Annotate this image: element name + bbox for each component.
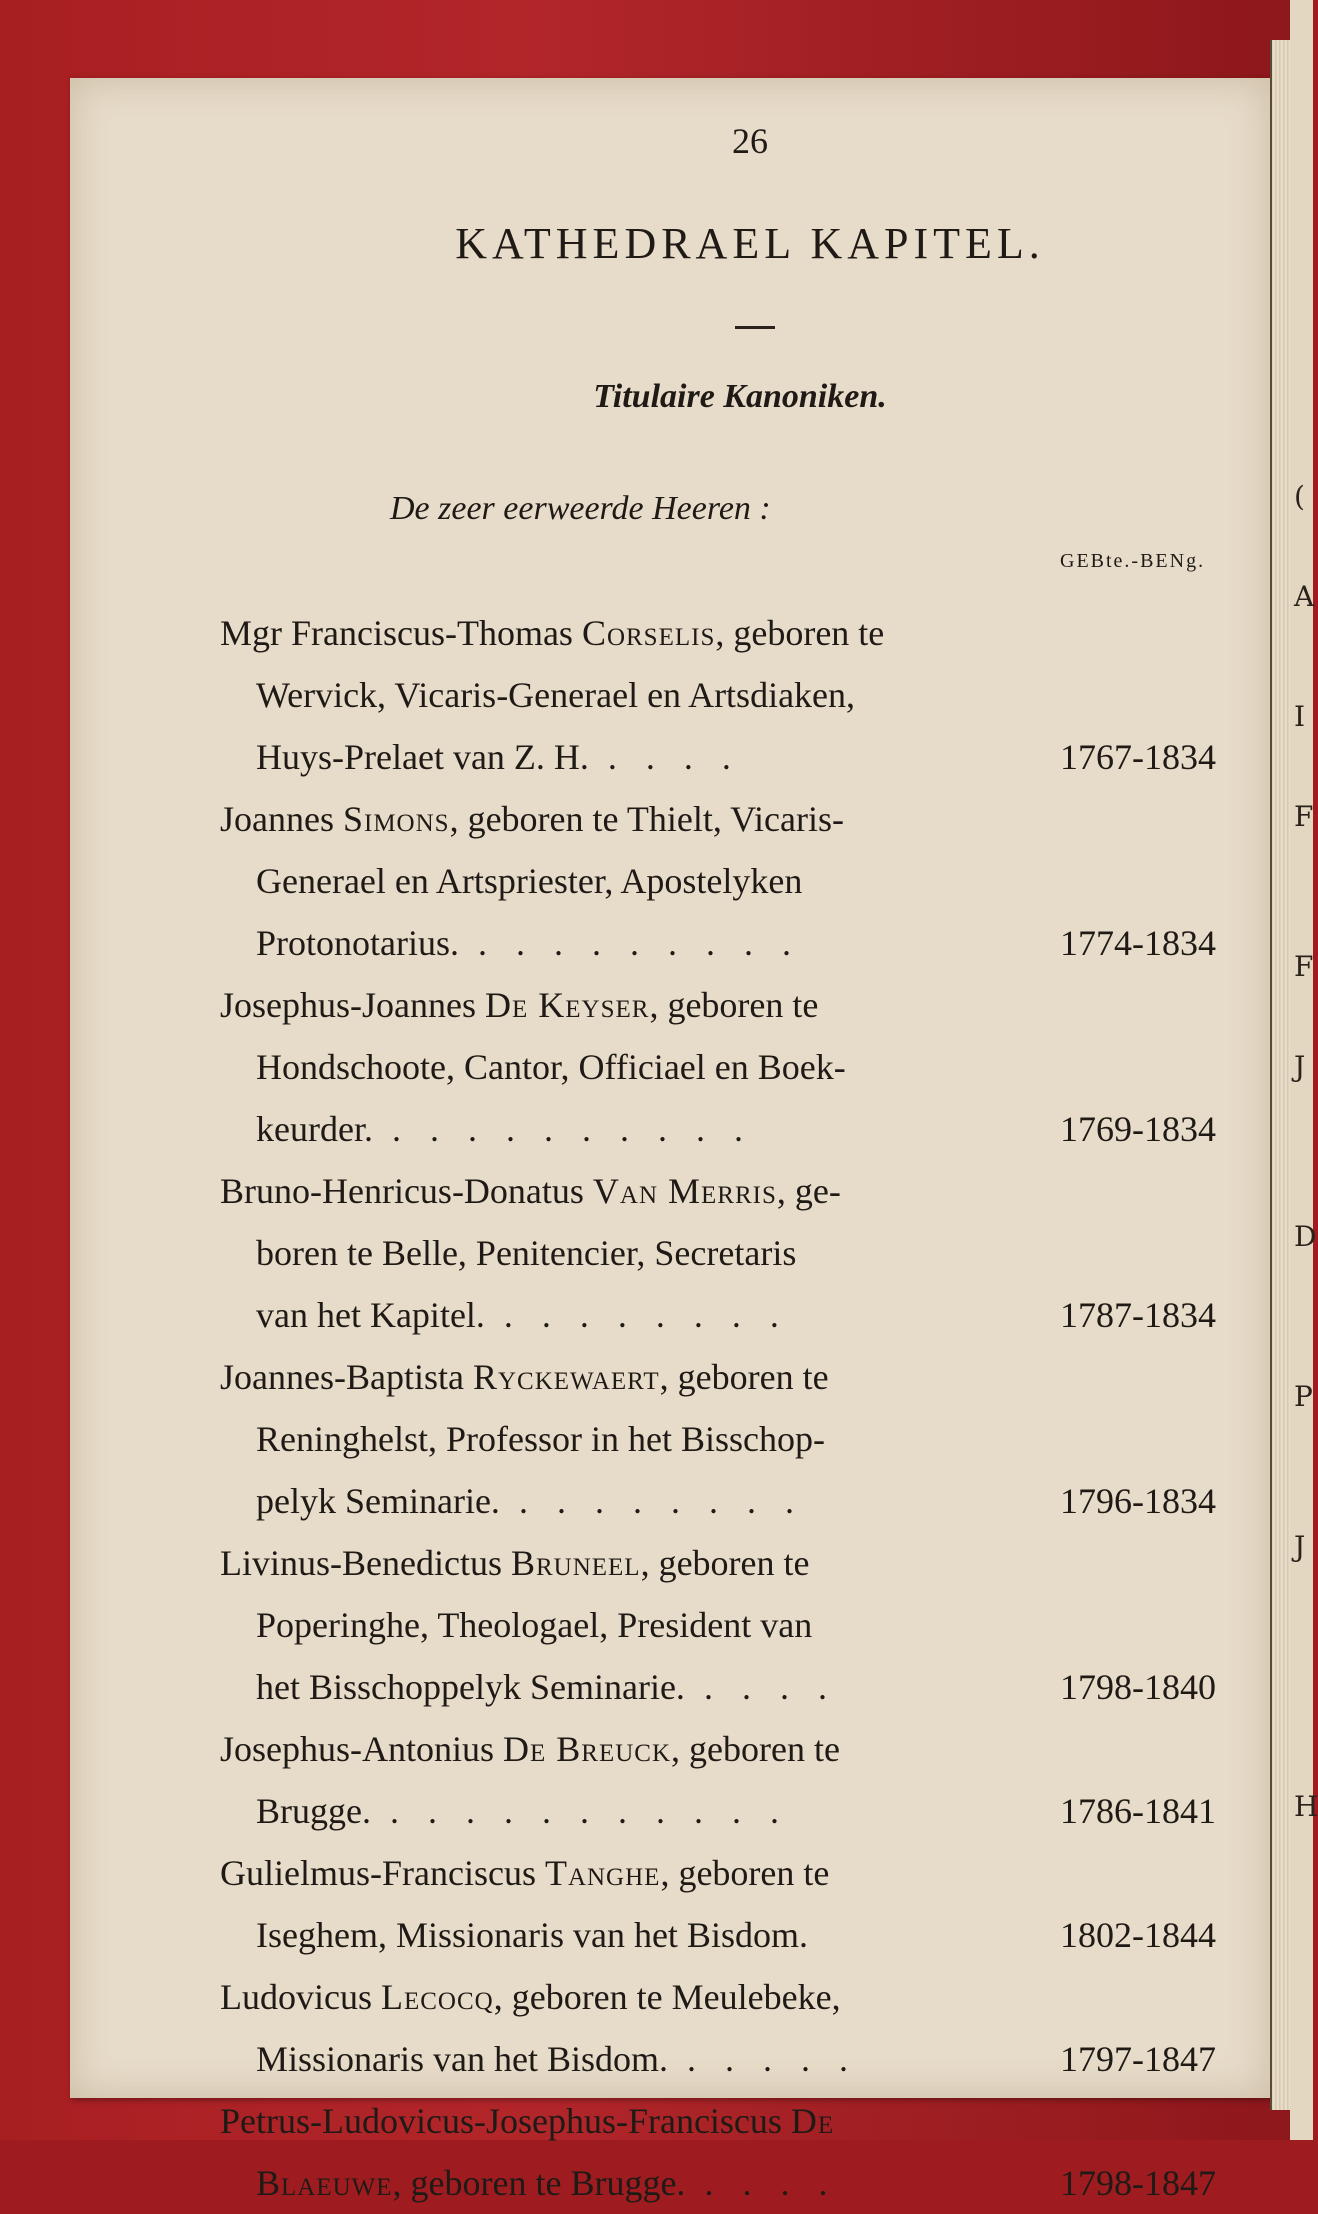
page-number: 26 bbox=[732, 121, 768, 161]
entry-text: Generael en Artspriester, Apostelyken bbox=[256, 861, 803, 901]
entry-years: 1802-1844 bbox=[1060, 1915, 1216, 1955]
entry-rest: , geboren te Brugge. bbox=[392, 2163, 686, 2203]
entry-rest: , geboren te Meulebeke, bbox=[493, 1977, 841, 2017]
entry-surname: Bruneel bbox=[510, 1543, 641, 1583]
entry-text: pelyk Seminarie. bbox=[256, 1481, 500, 1521]
entry-surname: De bbox=[790, 2101, 835, 2141]
leader-dots: . . . . bbox=[685, 2163, 838, 2203]
entry-name-line bbox=[220, 2090, 834, 2152]
entry-given-names: Bruno-Henricus-Donatus bbox=[220, 1171, 593, 1211]
entry-name-line bbox=[220, 1532, 810, 1594]
entry-given-names: Gulielmus-Franciscus bbox=[220, 1853, 545, 1893]
entry-text: keurder. bbox=[256, 1109, 373, 1149]
leader-dots: . . . . . . . . bbox=[499, 1481, 804, 1521]
entry-detail-line bbox=[256, 1904, 808, 1966]
entry-name-line bbox=[220, 602, 884, 664]
entry-years: 1796-1834 bbox=[1060, 1481, 1216, 1521]
entry-given-names: Joannes-Baptista bbox=[220, 1357, 473, 1397]
facing-page-letter: J bbox=[1294, 1530, 1306, 1563]
facing-page-letter: F bbox=[1294, 800, 1314, 833]
page-edges bbox=[1270, 40, 1292, 2110]
section-subtitle: Titulaire Kanoniken. bbox=[593, 378, 887, 415]
entry-given-names: Livinus-Benedictus bbox=[220, 1543, 511, 1583]
entry-detail-line bbox=[256, 726, 741, 788]
entry-detail-line bbox=[256, 850, 802, 912]
entry-text: Poperinghe, Theologael, President van bbox=[256, 1605, 813, 1645]
facing-page-letter: P bbox=[1294, 1380, 1313, 1413]
entry-given-names: Josephus-Antonius bbox=[220, 1729, 504, 1769]
divider-rule bbox=[735, 326, 775, 329]
entry-detail-line bbox=[256, 1036, 846, 1098]
entry-surname: De Keyser bbox=[484, 985, 650, 1025]
leader-dots: . . . . . . . . . . . bbox=[370, 1791, 789, 1831]
entry-given-names: Josephus-Joannes bbox=[220, 985, 485, 1025]
leader-dots: . . . . . bbox=[668, 2039, 858, 2079]
facing-page-letter: F bbox=[1294, 950, 1314, 983]
entry-detail-line bbox=[256, 1780, 789, 1842]
entry-text: het Bisschoppelyk Seminarie. bbox=[256, 1667, 685, 1707]
entry-years: 1769-1834 bbox=[1060, 1109, 1216, 1149]
facing-page-letter: ( bbox=[1294, 480, 1305, 513]
entry-rest: , ge- bbox=[776, 1171, 841, 1211]
entry-surname: Van Merris bbox=[592, 1171, 777, 1211]
entry-name-line bbox=[220, 1160, 841, 1222]
entry-years: 1798-1847 bbox=[1060, 2163, 1216, 2203]
entry-given-names: Joannes bbox=[220, 799, 343, 839]
entry-detail-line bbox=[256, 664, 855, 726]
entry-name-line bbox=[220, 788, 844, 850]
entry-text: Huys-Prelaet van Z. H. bbox=[256, 737, 589, 777]
entry-surname: Simons bbox=[342, 799, 450, 839]
entry-rest: , geboren te bbox=[640, 1543, 810, 1583]
entry-text: Hondschoote, Cantor, Officiael en Boek- bbox=[256, 1047, 846, 1087]
leader-dots: . . . . bbox=[588, 737, 741, 777]
facing-page-letter: I bbox=[1294, 700, 1306, 733]
entry-rest: , geboren te bbox=[660, 1853, 830, 1893]
column-header: GEBte.-BENg. bbox=[1060, 550, 1206, 572]
entry-text: Missionaris van het Bisdom. bbox=[256, 2039, 668, 2079]
leader-dots: . . . . . . . . bbox=[484, 1295, 789, 1335]
facing-page-letter: H bbox=[1294, 1790, 1318, 1823]
entry-years: 1786-1841 bbox=[1060, 1791, 1216, 1831]
leader-dots: . . . . . . . . . . bbox=[372, 1109, 753, 1149]
entry-text: van het Kapitel. bbox=[256, 1295, 485, 1335]
entry-surname: De Breuck bbox=[503, 1729, 672, 1769]
intro-line: De zeer eerweerde Heeren : bbox=[390, 490, 771, 527]
facing-page-letter: J bbox=[1294, 1050, 1306, 1083]
entry-name-line bbox=[220, 1842, 829, 1904]
entry-detail-line bbox=[256, 1656, 837, 1718]
entry-detail-line bbox=[256, 2028, 858, 2090]
entry-rest: , geboren te Thielt, Vicaris- bbox=[449, 799, 844, 839]
entry-text: Protonotarius. bbox=[256, 923, 459, 963]
entry-surname: Corselis bbox=[581, 613, 716, 653]
entry-detail-line bbox=[256, 1408, 825, 1470]
entry-rest: , geboren te bbox=[649, 985, 819, 1025]
entry-years: 1774-1834 bbox=[1060, 923, 1216, 963]
entry-rest: , geboren te bbox=[671, 1729, 840, 1769]
entry-detail-line bbox=[256, 912, 801, 974]
entry-rest: , geboren te bbox=[715, 613, 885, 653]
entry-name-line bbox=[220, 1966, 841, 2028]
leader-dots: . . . . . . . . . bbox=[459, 923, 801, 963]
entry-years: 1797-1847 bbox=[1060, 2039, 1216, 2079]
entry-name-line bbox=[220, 1346, 829, 1408]
entry-name-line bbox=[220, 974, 818, 1036]
entry-given-names: Petrus-Ludovicus-Josephus-Franciscus bbox=[220, 2101, 791, 2141]
entry-rest: , geboren te bbox=[659, 1357, 829, 1397]
entry-detail-line bbox=[256, 1098, 753, 1160]
entry-detail-line bbox=[256, 1470, 804, 1532]
entry-text: Brugge. bbox=[256, 1791, 371, 1831]
entry-years: 1767-1834 bbox=[1060, 737, 1216, 777]
page-title: KATHEDRAEL KAPITEL. bbox=[455, 219, 1045, 268]
leader-dots: . . . . bbox=[684, 1667, 837, 1707]
facing-page-letter: A bbox=[1294, 580, 1315, 613]
facing-page-letter: D bbox=[1294, 1220, 1317, 1253]
entry-years: 1787-1834 bbox=[1060, 1295, 1216, 1335]
entry-text: Reninghelst, Professor in het Bisschop- bbox=[256, 1419, 825, 1459]
entry-surname: Tanghe bbox=[544, 1853, 661, 1893]
entry-detail-line bbox=[256, 1284, 789, 1346]
entry-text: boren te Belle, Penitencier, Secretaris bbox=[256, 1233, 797, 1273]
entry-given-names: Ludovicus bbox=[220, 1977, 381, 2017]
entry-detail-line bbox=[256, 2152, 837, 2214]
entry-surname: Blaeuwe bbox=[256, 2163, 393, 2203]
entry-surname: Lecocq bbox=[380, 1977, 494, 2017]
entry-years: 1798-1840 bbox=[1060, 1667, 1216, 1707]
entry-text: Wervick, Vicaris-Generael en Artsdiaken, bbox=[256, 675, 856, 715]
entry-surname: Ryckewaert bbox=[472, 1357, 660, 1397]
entry-name-line bbox=[220, 1718, 840, 1780]
entry-given-names: Mgr Franciscus-Thomas bbox=[220, 613, 582, 653]
entry-detail-line bbox=[256, 1594, 812, 1656]
entry-text: Iseghem, Missionaris van het Bisdom. bbox=[256, 1915, 808, 1955]
entry-detail-line bbox=[256, 1222, 796, 1284]
